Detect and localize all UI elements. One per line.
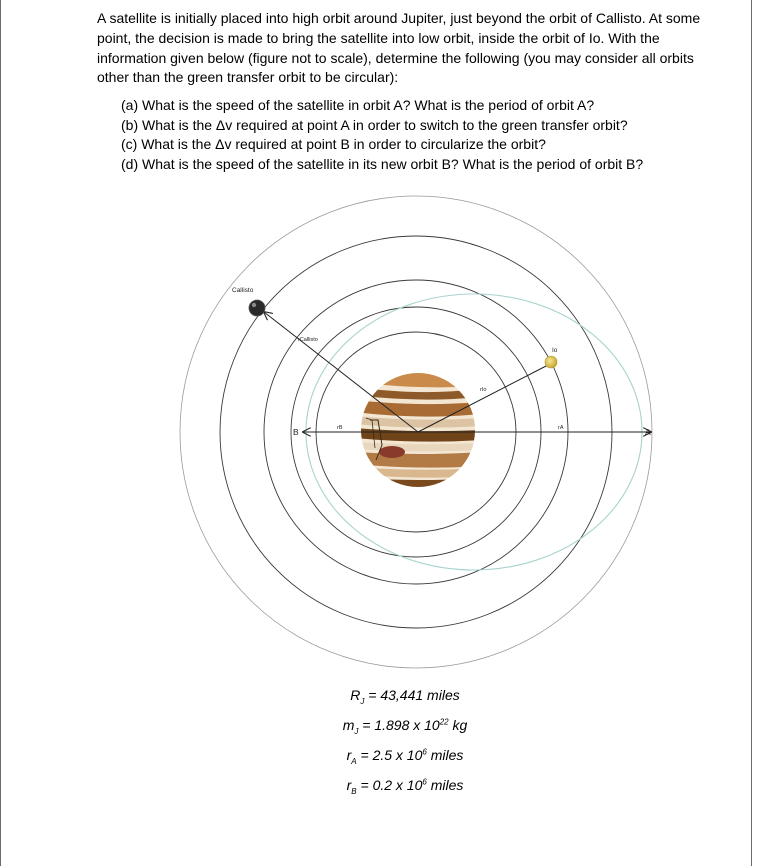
point-b-label: B [293, 427, 299, 437]
question-b: (b) What is the Δv required at point A in order to switch to the green transfer orbit? [121, 116, 628, 133]
callisto-moon-highlight [252, 303, 256, 307]
question-a: (a) What is the speed of the satellite in orbit A? What is the period of orbit A? [121, 97, 595, 113]
io-moon [545, 356, 557, 368]
great-red-spot [379, 446, 405, 458]
point-a-label: A [645, 427, 651, 437]
io-label: Io [552, 347, 558, 354]
callisto-moon [249, 300, 265, 316]
callisto-label: Callisto [232, 287, 254, 294]
given-radius-a: $r_A = 2.5$ x $10^6$ miles [346, 747, 464, 766]
given-radius-b: $r_B = 0.2$ x $10^6$ miles [346, 777, 464, 796]
question-c: (c) What is the Δv required at point B in order to circularize the orbit? [121, 136, 546, 153]
r-callisto-label: rCallisto [298, 337, 318, 343]
jupiter-planet [355, 368, 480, 490]
r-b-label: rB [337, 425, 343, 431]
r-callisto-line [264, 312, 418, 432]
problem-intro: A satellite is initially placed into high orbit around Jupiter, just beyond the orbit of Callisto. At some point, the decision is made to bring the satellite into low orbit, inside the orbit of Io. With the information given below (figure not to scale), determine the following (you may consider all orbits other than the green transfer orbit to be circular): [97, 10, 701, 86]
given-jupiter-mass: $m_J = 1.898$ x $10^{22}$ kg [342, 717, 468, 736]
r-io-label: rIo [480, 387, 487, 393]
given-jupiter-radius: $R_J = 43,441$ miles [350, 687, 460, 706]
r-a-label: rA [558, 425, 564, 431]
question-d: (d) What is the speed of the satellite in its new orbit B? What is the period of orbit B? [121, 155, 644, 172]
